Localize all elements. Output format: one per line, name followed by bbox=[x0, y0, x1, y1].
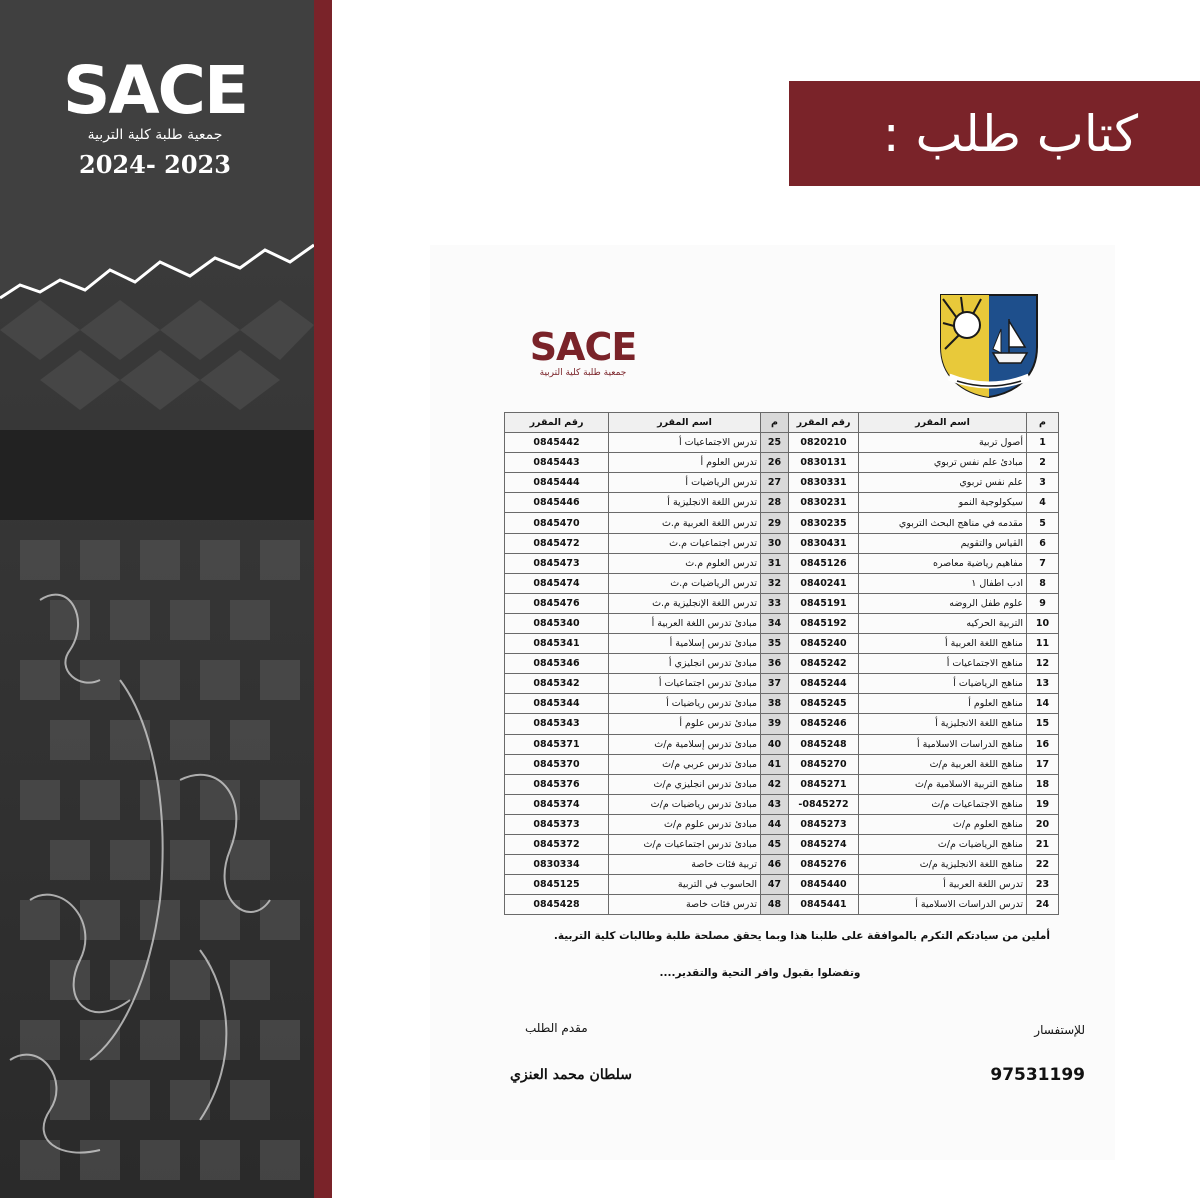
course-name: مبادئ تدرس رياضيات م/ث bbox=[609, 794, 761, 814]
course-name: مبادئ تدرس علوم أ bbox=[609, 714, 761, 734]
course-name: مناهج اللغة العربية أ bbox=[859, 634, 1027, 654]
course-name: تدرس اللغة الإنجليزية م.ث bbox=[609, 593, 761, 613]
course-code: 0845441 bbox=[789, 895, 859, 915]
course-number: 11 bbox=[1027, 634, 1059, 654]
course-name: مناهج التربية الاسلامية م/ث bbox=[859, 774, 1027, 794]
course-code: 0845444 bbox=[505, 473, 609, 493]
course-code: 0845370 bbox=[505, 754, 609, 774]
course-name: مبادئ تدرس إسلامية م/ث bbox=[609, 734, 761, 754]
column-header-num: م bbox=[1027, 413, 1059, 433]
course-code: 0845373 bbox=[505, 814, 609, 834]
course-name: مناهج اللغة الانجليزية أ bbox=[859, 714, 1027, 734]
course-name: سيكولوجية النمو bbox=[859, 493, 1027, 513]
course-number: 27 bbox=[761, 473, 789, 493]
course-name: مبادئ علم نفس تربوي bbox=[859, 453, 1027, 473]
table-row bbox=[505, 834, 1059, 854]
course-name: مبادئ تدرس انجليزي م/ث bbox=[609, 774, 761, 794]
course-number: 38 bbox=[761, 694, 789, 714]
sace-logo bbox=[60, 52, 250, 180]
table-row bbox=[505, 553, 1059, 573]
course-number: 42 bbox=[761, 774, 789, 794]
course-code: 0845443 bbox=[505, 453, 609, 473]
table-row bbox=[505, 654, 1059, 674]
course-name: تدرس العلوم أ bbox=[609, 453, 761, 473]
column-header-name: اسم المقرر bbox=[609, 413, 761, 433]
course-name: مناهج العلوم أ bbox=[859, 694, 1027, 714]
column-header-code: رقم المقرر bbox=[505, 413, 609, 433]
course-number: 34 bbox=[761, 613, 789, 633]
course-name: علوم طفل الروضه bbox=[859, 593, 1027, 613]
course-number: 14 bbox=[1027, 694, 1059, 714]
course-number: 30 bbox=[761, 533, 789, 553]
course-name: مناهج الاجتماعيات م/ث bbox=[859, 794, 1027, 814]
title-banner bbox=[789, 81, 1200, 186]
course-code: 0830331 bbox=[789, 473, 859, 493]
course-number: 35 bbox=[761, 634, 789, 654]
course-number: 37 bbox=[761, 674, 789, 694]
document-sace-logo bbox=[508, 327, 658, 379]
course-code: 0845346 bbox=[505, 654, 609, 674]
course-code: 0845428 bbox=[505, 895, 609, 915]
course-name: مبادئ تدرس إسلامية أ bbox=[609, 634, 761, 654]
sidebar bbox=[0, 0, 314, 1198]
course-name: مناهج الاجتماعيات أ bbox=[859, 654, 1027, 674]
applicant-label: مقدم الطلب bbox=[525, 1021, 588, 1035]
table-row bbox=[505, 613, 1059, 633]
course-code: 0845240 bbox=[789, 634, 859, 654]
document-sace-logo-word: SACE bbox=[529, 325, 637, 369]
course-number: 33 bbox=[761, 593, 789, 613]
course-name: مناهج اللغة العربية م/ث bbox=[859, 754, 1027, 774]
course-name: تدرس العلوم م.ث bbox=[609, 553, 761, 573]
table-row bbox=[505, 855, 1059, 875]
course-name: تدرس الاجتماعيات أ bbox=[609, 433, 761, 453]
course-number: 48 bbox=[761, 895, 789, 915]
table-row bbox=[505, 593, 1059, 613]
course-number: 26 bbox=[761, 453, 789, 473]
course-number: 47 bbox=[761, 875, 789, 895]
request-letter-document bbox=[430, 245, 1115, 1160]
course-name: أصول تربية bbox=[859, 433, 1027, 453]
course-name: مبادئ تدرس اللغة العربية أ bbox=[609, 613, 761, 633]
course-code: 0845372 bbox=[505, 834, 609, 854]
course-code: 0845344 bbox=[505, 694, 609, 714]
page-title: كتاب طلب : bbox=[882, 104, 1138, 163]
course-code: 0845343 bbox=[505, 714, 609, 734]
course-number: 46 bbox=[761, 855, 789, 875]
table-row bbox=[505, 473, 1059, 493]
course-number: 39 bbox=[761, 714, 789, 734]
course-number: 17 bbox=[1027, 754, 1059, 774]
course-code: 0845271 bbox=[789, 774, 859, 794]
course-code: 0845470 bbox=[505, 513, 609, 533]
course-name: تدرس اجتماعيات م.ث bbox=[609, 533, 761, 553]
academic-year: 2024- 2023 bbox=[79, 150, 231, 179]
course-code: 0845340 bbox=[505, 613, 609, 633]
course-number: 21 bbox=[1027, 834, 1059, 854]
course-code: 0845374 bbox=[505, 794, 609, 814]
course-number: 12 bbox=[1027, 654, 1059, 674]
course-code: 0845440 bbox=[789, 875, 859, 895]
course-number: 6 bbox=[1027, 533, 1059, 553]
table-row bbox=[505, 493, 1059, 513]
course-number: 4 bbox=[1027, 493, 1059, 513]
course-code: 0845274 bbox=[789, 834, 859, 854]
table-row bbox=[505, 875, 1059, 895]
applicant-name: سلطان محمد العنزي bbox=[510, 1067, 632, 1083]
course-number: 1 bbox=[1027, 433, 1059, 453]
course-code: 0845242 bbox=[789, 654, 859, 674]
course-number: 24 bbox=[1027, 895, 1059, 915]
course-code: 0845272- bbox=[789, 794, 859, 814]
course-code: 0845472 bbox=[505, 533, 609, 553]
course-number: 13 bbox=[1027, 674, 1059, 694]
table-row bbox=[505, 433, 1059, 453]
closing-text: وتفضلوا بقبول وافر التحية والتقدير.... bbox=[659, 967, 861, 979]
course-code: 0845442 bbox=[505, 433, 609, 453]
course-name: مفاهيم رياضية معاصره bbox=[859, 553, 1027, 573]
course-number: 41 bbox=[761, 754, 789, 774]
sidebar-accent-bar bbox=[314, 0, 332, 1198]
course-code: 0845446 bbox=[505, 493, 609, 513]
course-code: 0845473 bbox=[505, 553, 609, 573]
course-code: 0845244 bbox=[789, 674, 859, 694]
course-number: 15 bbox=[1027, 714, 1059, 734]
course-number: 2 bbox=[1027, 453, 1059, 473]
course-number: 18 bbox=[1027, 774, 1059, 794]
course-name: مبادئ تدرس انجليزي أ bbox=[609, 654, 761, 674]
course-code: 0830431 bbox=[789, 533, 859, 553]
sace-logo-subtitle: جمعية طلبة كلية التربية bbox=[87, 127, 223, 143]
course-name: مناهج العلوم م/ث bbox=[859, 814, 1027, 834]
course-name: التربية الحركيه bbox=[859, 613, 1027, 633]
course-code: 0845248 bbox=[789, 734, 859, 754]
document-sace-logo-subtitle: جمعية طلبة كلية التربية bbox=[539, 368, 627, 378]
course-number: 45 bbox=[761, 834, 789, 854]
table-row bbox=[505, 533, 1059, 553]
table-row bbox=[505, 573, 1059, 593]
table-row bbox=[505, 794, 1059, 814]
course-code: 0845246 bbox=[789, 714, 859, 734]
table-row bbox=[505, 895, 1059, 915]
course-number: 29 bbox=[761, 513, 789, 533]
course-code: 0845376 bbox=[505, 774, 609, 794]
course-table bbox=[504, 412, 1059, 915]
table-row bbox=[505, 513, 1059, 533]
course-number: 10 bbox=[1027, 613, 1059, 633]
table-row bbox=[505, 774, 1059, 794]
course-number: 28 bbox=[761, 493, 789, 513]
course-name: تربية فئات خاصة bbox=[609, 855, 761, 875]
course-code: 0845270 bbox=[789, 754, 859, 774]
table-header-row bbox=[505, 413, 1059, 433]
course-name: ادب اطفال ١ bbox=[859, 573, 1027, 593]
course-code: 0845474 bbox=[505, 573, 609, 593]
course-number: 16 bbox=[1027, 734, 1059, 754]
course-code: 0845342 bbox=[505, 674, 609, 694]
inquiry-label: للإستفسار bbox=[1034, 1023, 1085, 1037]
inquiry-phone: 97531199 bbox=[990, 1065, 1085, 1085]
course-name: مبادئ تدرس اجتماعيات م/ث bbox=[609, 834, 761, 854]
course-number: 7 bbox=[1027, 553, 1059, 573]
course-number: 32 bbox=[761, 573, 789, 593]
table-row bbox=[505, 814, 1059, 834]
course-name: مناهج الرياضيات م/ث bbox=[859, 834, 1027, 854]
course-name: مبادئ تدرس رياضيات أ bbox=[609, 694, 761, 714]
table-row bbox=[505, 453, 1059, 473]
course-name: تدرس فئات خاصة bbox=[609, 895, 761, 915]
course-code: 0845192 bbox=[789, 613, 859, 633]
course-code: 0830231 bbox=[789, 493, 859, 513]
table-row bbox=[505, 714, 1059, 734]
course-number: 22 bbox=[1027, 855, 1059, 875]
kuwait-university-seal-icon bbox=[935, 289, 1043, 399]
course-code: 0830235 bbox=[789, 513, 859, 533]
course-name: القياس والتقويم bbox=[859, 533, 1027, 553]
course-number: 31 bbox=[761, 553, 789, 573]
table-row bbox=[505, 694, 1059, 714]
course-code: 0830131 bbox=[789, 453, 859, 473]
course-name: تدرس الدراسات الاسلامية أ bbox=[859, 895, 1027, 915]
course-number: 44 bbox=[761, 814, 789, 834]
course-name: تدرس اللغة العربية أ bbox=[859, 875, 1027, 895]
course-code: 0845276 bbox=[789, 855, 859, 875]
course-number: 9 bbox=[1027, 593, 1059, 613]
course-table-body bbox=[505, 433, 1059, 915]
table-row bbox=[505, 754, 1059, 774]
course-name: مبادئ تدرس اجتماعيات أ bbox=[609, 674, 761, 694]
course-code: 0845371 bbox=[505, 734, 609, 754]
table-row bbox=[505, 674, 1059, 694]
course-number: 5 bbox=[1027, 513, 1059, 533]
course-code: 0840241 bbox=[789, 573, 859, 593]
course-name: الحاسوب في التربية bbox=[609, 875, 761, 895]
column-header-name: اسم المقرر bbox=[859, 413, 1027, 433]
course-name: تدرس اللغة العربية م.ث bbox=[609, 513, 761, 533]
course-number: 25 bbox=[761, 433, 789, 453]
course-code: 0845126 bbox=[789, 553, 859, 573]
table-row bbox=[505, 634, 1059, 654]
course-number: 36 bbox=[761, 654, 789, 674]
course-number: 8 bbox=[1027, 573, 1059, 593]
course-number: 40 bbox=[761, 734, 789, 754]
course-code: 0845273 bbox=[789, 814, 859, 834]
table-row bbox=[505, 734, 1059, 754]
course-code: 0845125 bbox=[505, 875, 609, 895]
course-name: علم نفس تربوي bbox=[859, 473, 1027, 493]
request-text: أملين من سيادتكم التكرم بالموافقة على طلبنا هذا وبما يحقق مصلحة طلبة وطالبات كلية التربية. bbox=[553, 930, 1050, 942]
course-number: 19 bbox=[1027, 794, 1059, 814]
course-name: مناهج اللغة الانجليزية م/ث bbox=[859, 855, 1027, 875]
column-header-code: رقم المقرر bbox=[789, 413, 859, 433]
course-name: تدرس الرياضيات أ bbox=[609, 473, 761, 493]
course-name: مناهج الرياضيات أ bbox=[859, 674, 1027, 694]
course-name: مناهج الدراسات الاسلامية أ bbox=[859, 734, 1027, 754]
sace-logo-word: SACE bbox=[62, 52, 248, 129]
course-number: 3 bbox=[1027, 473, 1059, 493]
course-name: مبادئ تدرس عربي م/ث bbox=[609, 754, 761, 774]
course-code: 0845476 bbox=[505, 593, 609, 613]
course-code: 0845341 bbox=[505, 634, 609, 654]
course-number: 43 bbox=[761, 794, 789, 814]
course-code: 0820210 bbox=[789, 433, 859, 453]
course-code: 0845245 bbox=[789, 694, 859, 714]
course-name: مقدمه في مناهج البحث التربوي bbox=[859, 513, 1027, 533]
course-code: 0845191 bbox=[789, 593, 859, 613]
course-name: تدرس اللغة الانجليزية أ bbox=[609, 493, 761, 513]
column-header-num: م bbox=[761, 413, 789, 433]
course-code: 0830334 bbox=[505, 855, 609, 875]
course-name: تدرس الرياضيات م.ث bbox=[609, 573, 761, 593]
course-name: مبادئ تدرس علوم م/ث bbox=[609, 814, 761, 834]
course-number: 23 bbox=[1027, 875, 1059, 895]
course-number: 20 bbox=[1027, 814, 1059, 834]
